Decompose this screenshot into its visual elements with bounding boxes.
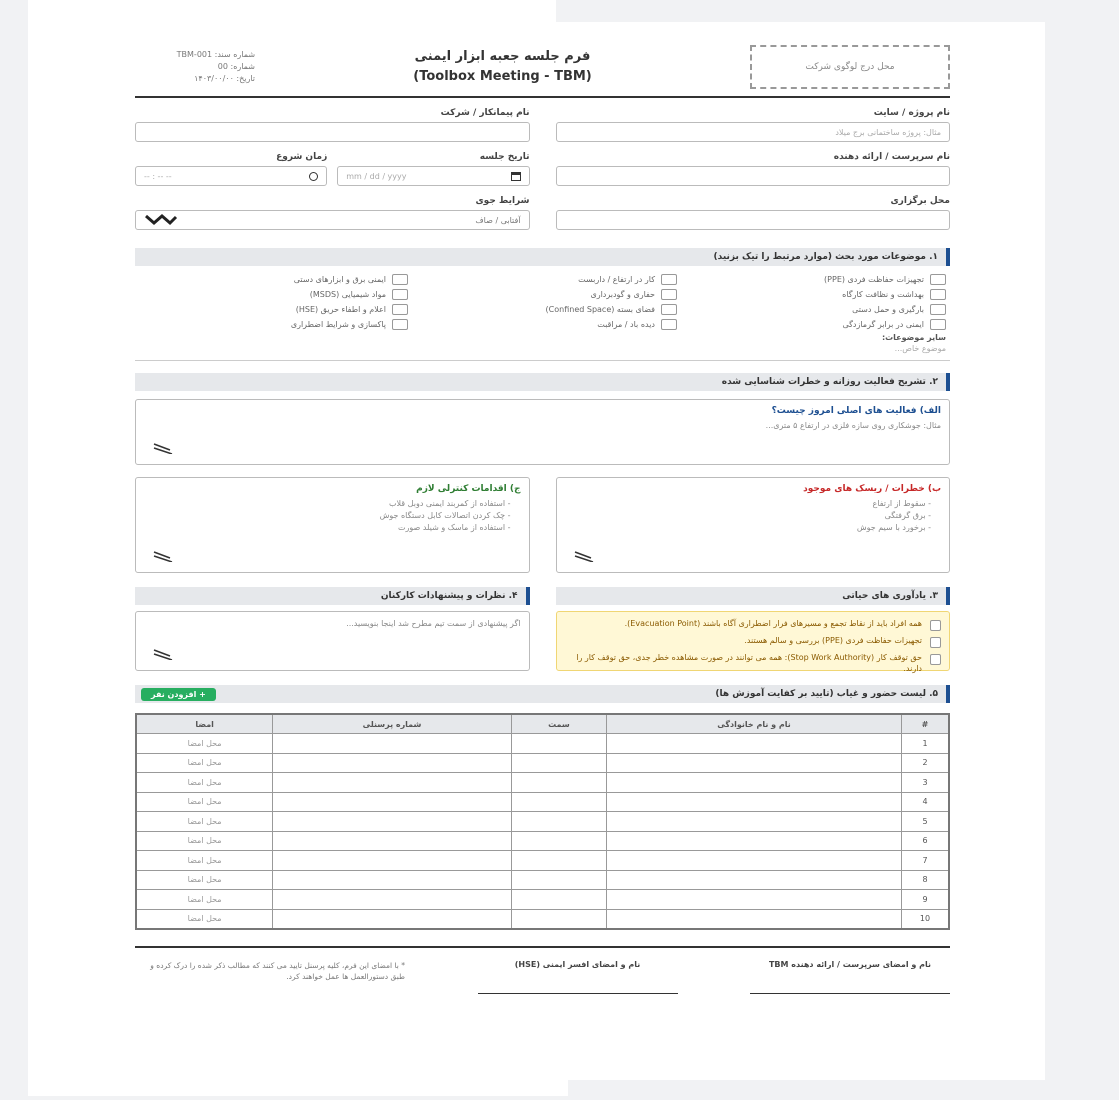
signature-cell[interactable]: محل امضا — [136, 792, 273, 812]
table-row — [136, 831, 949, 851]
topics-checklist — [135, 266, 950, 332]
supervisor-signature — [750, 960, 950, 994]
role-cell[interactable] — [511, 851, 606, 871]
section-reminders-header: ۳. یادآوری های حیاتی — [556, 587, 951, 605]
doc-code: TBM-001 — [176, 50, 213, 59]
personnel-id-cell[interactable] — [273, 773, 512, 793]
column-header: امضا — [136, 714, 273, 734]
hazards-list — [565, 498, 942, 534]
doc-code-label: شماره سند: — [214, 50, 256, 59]
checkbox[interactable] — [930, 319, 946, 330]
supervisor-signature-line[interactable] — [750, 993, 950, 994]
logo-placeholder: محل درج لوگوی شرکت — [750, 45, 950, 89]
calendar-icon[interactable] — [511, 172, 521, 181]
controls-heading: ج) اقدامات کنترلی لازم — [416, 484, 521, 494]
checkbox[interactable] — [930, 654, 941, 665]
location-label: محل برگزاری — [890, 196, 950, 206]
location-field — [556, 196, 951, 240]
personnel-id-cell[interactable] — [273, 851, 512, 871]
name-cell[interactable] — [607, 734, 902, 754]
signature-cell[interactable]: محل امضا — [136, 753, 273, 773]
row-number: 3 — [902, 773, 950, 793]
signature-cell[interactable]: محل امضا — [136, 870, 273, 890]
role-cell[interactable] — [511, 831, 606, 851]
document-meta — [135, 49, 255, 85]
personnel-id-cell[interactable] — [273, 753, 512, 773]
row-number: 6 — [902, 831, 950, 851]
topic-checkbox-item[interactable] — [677, 274, 946, 285]
checkbox-label: تجهیزات حفاظت فردی (PPE) — [824, 275, 924, 284]
column-header: شماره پرسنلی — [273, 714, 512, 734]
checkbox[interactable] — [661, 304, 677, 315]
form-title: فرم جلسه جعبه ابزار ایمنی — [414, 49, 591, 64]
name-cell[interactable] — [607, 909, 902, 929]
control-item: - استفاده از کمربند ایمنی دوبل قلاب — [389, 499, 511, 508]
doc-revision: شماره: 00 — [217, 62, 256, 71]
reminders-column — [556, 579, 951, 671]
project-label: نام پروژه / سایت — [873, 108, 950, 118]
doc-code-row — [135, 49, 255, 61]
table-body — [136, 734, 949, 930]
comments-column — [135, 579, 530, 671]
doc-date: تاریخ: ۱۴۰۳/۰۰/۰۰ — [194, 74, 256, 83]
task-heading: الف) فعالیت های اصلی امروز چیست؟ — [771, 406, 941, 416]
weather-value: آفتابی / صاف — [475, 215, 521, 225]
reminder-item[interactable] — [565, 652, 942, 674]
row-number: 1 — [902, 734, 950, 754]
row-number: 5 — [902, 812, 950, 832]
hazards-heading: ب) خطرات / ریسک های موجود — [803, 484, 941, 494]
role-cell[interactable] — [511, 890, 606, 910]
table-row — [136, 812, 949, 832]
tbm-form — [135, 38, 950, 994]
time-label: زمان شروع — [276, 152, 328, 162]
checkbox[interactable] — [392, 289, 408, 300]
hse-signature-label: نام و امضای افسر ایمنی (HSE) — [514, 960, 641, 969]
comments-box[interactable] — [135, 611, 530, 671]
checkbox[interactable] — [930, 620, 941, 631]
task-text: مثال: جوشکاری روی سازه فلزی در ارتفاع ۵ متری... — [765, 421, 941, 430]
contractor-field — [135, 108, 530, 152]
hazard-item: - سقوط از ارتفاع — [872, 499, 931, 508]
table-row — [136, 851, 949, 871]
controls-box[interactable] — [135, 477, 530, 573]
checkbox-label: بهداشت و نظافت کارگاه — [842, 290, 924, 299]
checkbox[interactable] — [930, 304, 946, 315]
form-title-block — [413, 47, 591, 87]
personnel-id-cell[interactable] — [273, 909, 512, 929]
topic-checkbox-item[interactable] — [408, 274, 677, 285]
hazard-control-row — [135, 477, 950, 573]
supervisor-input[interactable] — [556, 166, 951, 186]
location-input[interactable] — [556, 210, 951, 230]
checkbox[interactable] — [661, 289, 677, 300]
row-number: 8 — [902, 870, 950, 890]
topic-checkbox-item[interactable] — [408, 319, 677, 330]
row-number: 4 — [902, 792, 950, 812]
role-cell[interactable] — [511, 753, 606, 773]
checkbox[interactable] — [392, 319, 408, 330]
personnel-id-cell[interactable] — [273, 792, 512, 812]
row-number: 9 — [902, 890, 950, 910]
table-row — [136, 870, 949, 890]
reminder-item[interactable] — [565, 618, 942, 631]
topic-checkbox-item[interactable] — [139, 289, 408, 300]
attendance-table — [135, 713, 950, 930]
name-cell[interactable] — [607, 773, 902, 793]
checkbox-label: حفاری و گودبرداری — [590, 290, 655, 299]
reminder-text: تجهیزات حفاظت فردی (PPE) بررسی و سالم هستند. — [744, 636, 922, 645]
signature-cell[interactable]: محل امضا — [136, 851, 273, 871]
personnel-id-cell[interactable] — [273, 870, 512, 890]
date-field — [337, 152, 529, 196]
form-subtitle: (Toolbox Meeting - TBM) — [413, 69, 592, 84]
column-header: نام و نام خانوادگی — [607, 714, 902, 734]
time-field — [135, 152, 327, 196]
general-info — [135, 108, 950, 240]
footer-note: * با امضای این فرم، کلیه پرسنل تایید می کنند که مطالب ذکر شده را درک کرده و طبق دستورالعمل ها عمل خواهند کرد. — [150, 961, 405, 981]
date-time-group — [135, 152, 530, 196]
table-header-row — [136, 714, 949, 734]
form-header — [135, 38, 950, 98]
date-label: تاریخ جلسه — [479, 152, 530, 162]
name-cell[interactable] — [607, 753, 902, 773]
control-item: - چک کردن اتصالات کابل دستگاه جوش — [379, 511, 511, 520]
name-cell[interactable] — [607, 851, 902, 871]
hazard-item: - برق گرفتگی — [884, 511, 931, 520]
chevron-down-icon — [144, 214, 178, 226]
resize-handle-icon[interactable] — [152, 550, 174, 562]
role-cell[interactable] — [511, 792, 606, 812]
supervisor-field — [556, 152, 951, 196]
project-field — [556, 108, 951, 152]
topic-checkbox-item[interactable] — [139, 304, 408, 315]
section-comments-header: ۴. نظرات و پیشنهادات کارکنان — [135, 587, 530, 605]
name-cell[interactable] — [607, 890, 902, 910]
checkbox[interactable] — [930, 637, 941, 648]
checkbox-label: مواد شیمیایی (MSDS) — [309, 290, 386, 299]
hazard-item: - برخورد با سیم جوش — [856, 523, 931, 532]
table-row — [136, 734, 949, 754]
row-number: 2 — [902, 753, 950, 773]
checkbox[interactable] — [930, 289, 946, 300]
topic-checkbox-item[interactable] — [139, 274, 408, 285]
name-cell[interactable] — [607, 831, 902, 851]
section-topics-header: ۱. موضوعات مورد بحث (موارد مرتبط را تیک بزنید) — [135, 248, 950, 266]
row-number: 7 — [902, 851, 950, 871]
name-cell[interactable] — [607, 792, 902, 812]
topic-checkbox-item[interactable] — [408, 304, 677, 315]
contractor-label: نام پیمانکار / شرکت — [440, 108, 530, 118]
supervisor-signature-label: نام و امضای سرپرست / ارائه دهنده TBM — [768, 960, 932, 969]
controls-list — [144, 498, 521, 534]
role-cell[interactable] — [511, 909, 606, 929]
checkbox[interactable] — [930, 274, 946, 285]
signature-cell[interactable]: محل امضا — [136, 831, 273, 851]
checkbox[interactable] — [661, 319, 677, 330]
row-number: 10 — [902, 909, 950, 929]
date-input[interactable] — [337, 166, 529, 186]
checkbox-label: ایمنی در برابر گرمازدگی — [842, 320, 924, 329]
time-placeholder: -- : -- -- — [144, 171, 172, 181]
checkbox-label: فضای بسته (Confined Space) — [545, 305, 655, 314]
weather-field — [135, 196, 530, 240]
page-edge-left — [28, 22, 45, 1080]
hazards-box[interactable] — [556, 477, 951, 573]
column-header: سمت — [511, 714, 606, 734]
table-row — [136, 773, 949, 793]
weather-label: شرایط جوی — [475, 196, 530, 206]
role-cell[interactable] — [511, 773, 606, 793]
section-attendance-header — [135, 685, 950, 703]
topic-checkbox-item[interactable] — [408, 289, 677, 300]
checkbox-label: ایمنی برق و ابزارهای دستی — [293, 275, 386, 284]
signature-cell[interactable]: محل امضا — [136, 909, 273, 929]
date-placeholder: mm / dd / yyyy — [346, 171, 407, 181]
section-tasks-header: ۲. تشریح فعالیت روزانه و خطرات شناسایی شده — [135, 373, 950, 391]
comments-placeholder: اگر پیشنهادی از سمت تیم مطرح شد اینجا بنویسید... — [346, 619, 521, 628]
checkbox-label: کار در ارتفاع / داربست — [578, 275, 655, 284]
table-row — [136, 753, 949, 773]
reminders-comments-row — [135, 579, 950, 671]
checkbox[interactable] — [661, 274, 677, 285]
signature-cell[interactable]: محل امضا — [136, 812, 273, 832]
control-item: - استفاده از ماسک و شیلد صورت — [397, 523, 511, 532]
reminder-text: حق توقف کار (Stop Work Authority): همه می توانند در صورت مشاهده خطر جدی، حق توقف کار را دارند. — [576, 653, 922, 673]
topic-checkbox-item[interactable] — [677, 304, 946, 315]
personnel-id-cell[interactable] — [273, 734, 512, 754]
checkbox-label: دیده باد / مراقبت — [597, 320, 655, 329]
page-edge-top — [28, 0, 556, 22]
clock-icon[interactable] — [309, 172, 318, 181]
contractor-input[interactable] — [135, 122, 530, 142]
supervisor-label: نام سرپرست / ارائه دهنده — [833, 152, 950, 162]
checkbox[interactable] — [392, 274, 408, 285]
column-header: # — [902, 714, 950, 734]
role-cell[interactable] — [511, 734, 606, 754]
page-edge-bottom — [28, 1080, 568, 1096]
other-topics-input[interactable]: موضوع خاص... — [894, 344, 946, 353]
reminders-box — [556, 611, 951, 671]
resize-handle-icon[interactable] — [152, 442, 174, 454]
checkbox-label: پاکسازی و شرایط اضطراری — [290, 320, 386, 329]
checkbox[interactable] — [392, 304, 408, 315]
reminder-item[interactable] — [565, 635, 942, 648]
role-cell[interactable] — [511, 870, 606, 890]
signature-footer — [135, 946, 950, 994]
table-row — [136, 890, 949, 910]
time-input[interactable] — [135, 166, 327, 186]
role-cell[interactable] — [511, 812, 606, 832]
resize-handle-icon[interactable] — [152, 648, 174, 660]
name-cell[interactable] — [607, 812, 902, 832]
name-cell[interactable] — [607, 870, 902, 890]
checkbox-label: اعلام و اطفاء حریق (HSE) — [295, 305, 386, 314]
attendance-title: ۵. لیست حضور و غیاب (تایید بر کفایت آموزش ها) — [715, 689, 938, 699]
signature-cell[interactable]: محل امضا — [136, 890, 273, 910]
other-topics — [135, 332, 950, 361]
hse-signature-line[interactable] — [478, 993, 678, 994]
weather-select[interactable] — [135, 210, 530, 230]
personnel-id-cell[interactable] — [273, 812, 512, 832]
project-input[interactable]: مثال: پروژه ساختمانی برج میلاد — [556, 122, 951, 142]
signature-cell[interactable]: محل امضا — [136, 773, 273, 793]
topic-checkbox-item[interactable] — [677, 319, 946, 330]
topic-checkbox-item[interactable] — [139, 319, 408, 330]
add-person-button[interactable]: + افزودن نفر — [141, 688, 216, 701]
table-row — [136, 909, 949, 929]
checkbox-label: بارگیری و حمل دستی — [852, 305, 924, 314]
reminder-text: همه افراد باید از نقاط تجمع و مسیرهای فرار اضطراری آگاه باشند (Evacuation Point). — [624, 619, 922, 628]
topic-checkbox-item[interactable] — [677, 289, 946, 300]
task-description-box[interactable] — [135, 399, 950, 465]
personnel-id-cell[interactable] — [273, 890, 512, 910]
personnel-id-cell[interactable] — [273, 831, 512, 851]
other-topics-label: سایر موضوعات: — [881, 333, 946, 342]
table-row — [136, 792, 949, 812]
resize-handle-icon[interactable] — [573, 550, 595, 562]
hse-signature — [478, 960, 678, 994]
signature-cell[interactable]: محل امضا — [136, 734, 273, 754]
